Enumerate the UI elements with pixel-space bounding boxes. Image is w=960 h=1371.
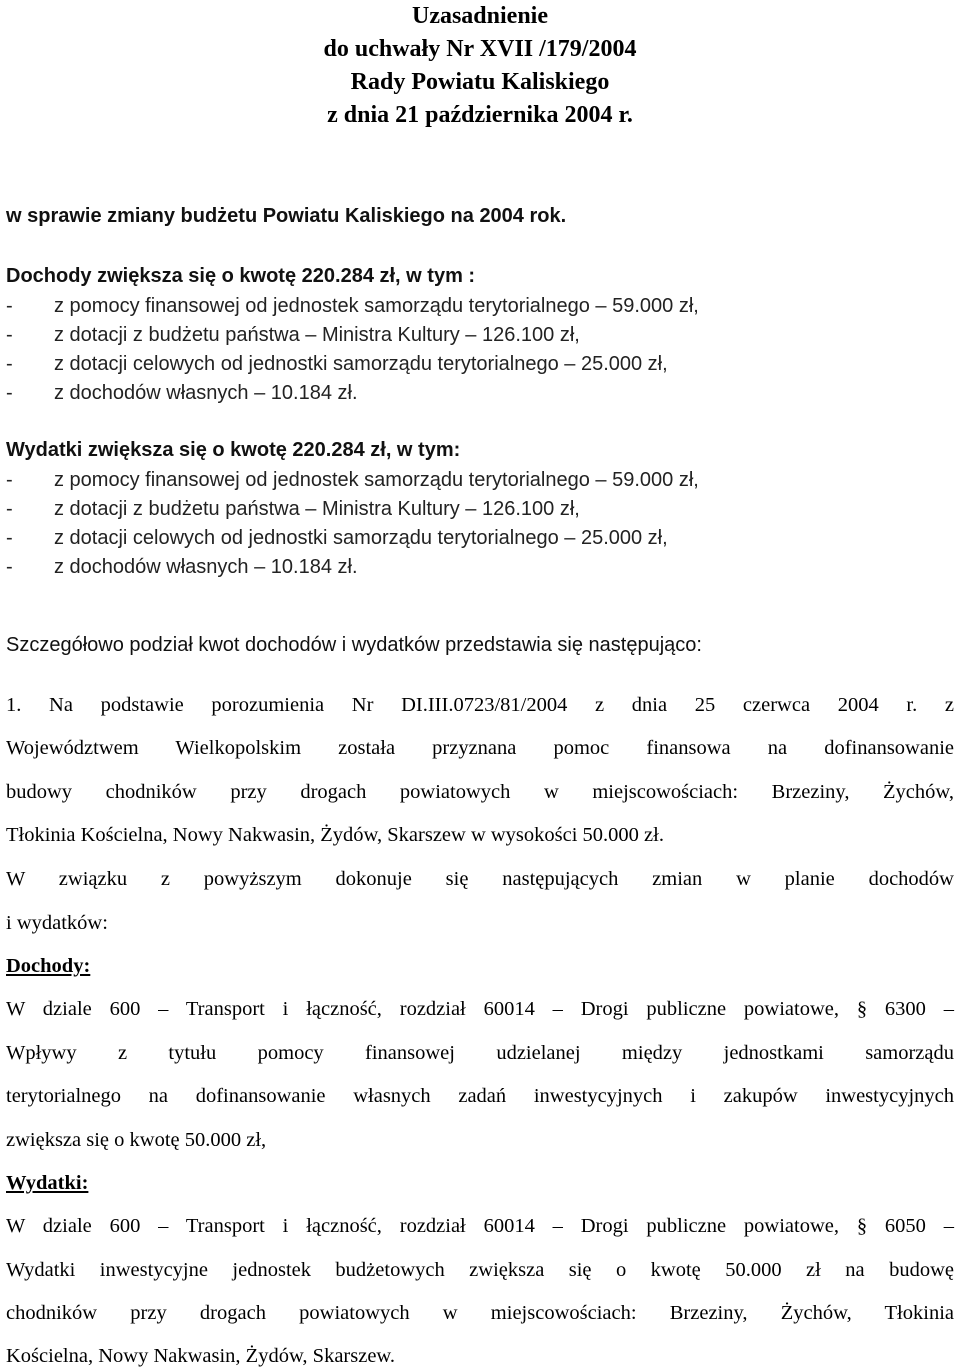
wydatki-label: Wydatki:: [6, 1172, 89, 1194]
expense-item-text: z pomocy finansowej od jednostek samorządu terytorialnego – 59.000 zł,: [54, 469, 699, 491]
detail-intro: Szczegółowo podział kwot dochodów i wydatków przedstawia się następująco:: [6, 634, 702, 656]
paragraph-line: Województwem Wielkopolskim została przyznana pomoc finansowa na dofinansowanie: [6, 737, 954, 759]
expense-item: [6, 498, 580, 521]
title-line-3: Rady Powiatu Kaliskiego: [350, 69, 610, 95]
income-item-text: z dotacji celowych od jednostki samorządu terytorialnego – 25.000 zł,: [54, 353, 668, 375]
expense-item: [6, 556, 358, 579]
list-dash: -: [6, 382, 13, 404]
income-item-text: z dochodów własnych – 10.184 zł.: [54, 382, 358, 404]
dochody-label: Dochody:: [6, 955, 91, 977]
list-dash: -: [6, 556, 13, 578]
paragraph-line: Tłokinia Kościelna, Nowy Nakwasin, Żydów, Skarszew w wysokości 50.000 zł.: [6, 824, 664, 846]
expense-item: [6, 527, 668, 550]
paragraph-line: i wydatków:: [6, 912, 108, 934]
document-title: [0, 0, 960, 132]
title-line-1: Uzasadnienie: [411, 3, 548, 29]
paragraph-line: 1. Na podstawie porozumienia Nr DI.III.0723/81/2004 z dnia 25 czerwca 2004 r. z: [6, 694, 954, 716]
paragraph-line: chodników przy drogach powiatowych w miejscowościach: Brzeziny, Żychów, Tłokinia: [6, 1302, 954, 1324]
paragraph-line: budowy chodników przy drogach powiatowych w miejscowościach: Brzeziny, Żychów,: [6, 781, 954, 803]
paragraph-line: Wpływy z tytułu pomocy finansowej udzielanej między jednostkami samorządu: [6, 1042, 954, 1064]
document-subject: w sprawie zmiany budżetu Powiatu Kaliskiego na 2004 rok.: [6, 205, 567, 227]
list-dash: -: [6, 498, 13, 520]
income-item: [6, 295, 699, 318]
list-dash: -: [6, 469, 13, 491]
income-item-text: z dotacji z budżetu państwa – Ministra Kultury – 126.100 zł,: [54, 324, 580, 346]
paragraph-line: W dziale 600 – Transport i łączność, rozdział 60014 – Drogi publiczne powiatowe, § 6300 –: [6, 998, 954, 1020]
income-item: [6, 324, 580, 347]
list-dash: -: [6, 353, 13, 375]
income-item-text: z pomocy finansowej od jednostek samorządu terytorialnego – 59.000 zł,: [54, 295, 699, 317]
expense-item-text: z dotacji z budżetu państwa – Ministra Kultury – 126.100 zł,: [54, 498, 580, 520]
list-dash: -: [6, 324, 13, 346]
income-heading: Dochody zwiększa się o kwotę 220.284 zł, w tym :: [6, 265, 476, 287]
paragraph-line: Wydatki inwestycyjne jednostek budżetowych zwiększa się o kwotę 50.000 zł na budowę: [6, 1259, 954, 1281]
list-dash: -: [6, 295, 13, 317]
expense-item-text: z dotacji celowych od jednostki samorządu terytorialnego – 25.000 zł,: [54, 527, 668, 549]
income-item: [6, 353, 668, 376]
expense-item: [6, 469, 699, 492]
paragraph-line: W związku z powyższym dokonuje się następujących zmian w planie dochodów: [6, 868, 954, 890]
title-line-4: z dnia 21 października 2004 r.: [327, 102, 633, 128]
title-line-2: do uchwały Nr XVII /179/2004: [323, 36, 637, 62]
expenses-heading: Wydatki zwiększa się o kwotę 220.284 zł, w tym:: [6, 439, 461, 461]
paragraph-line: zwiększa się o kwotę 50.000 zł,: [6, 1129, 267, 1151]
paragraph-line: Kościelna, Nowy Nakwasin, Żydów, Skarszew.: [6, 1345, 396, 1367]
paragraph-line: W dziale 600 – Transport i łączność, rozdział 60014 – Drogi publiczne powiatowe, § 6050 –: [6, 1215, 954, 1237]
income-item: [6, 382, 358, 405]
expense-item-text: z dochodów własnych – 10.184 zł.: [54, 556, 358, 578]
paragraph-line: terytorialnego na dofinansowanie własnych zadań inwestycyjnych i zakupów inwestycyjnych: [6, 1085, 954, 1107]
list-dash: -: [6, 527, 13, 549]
